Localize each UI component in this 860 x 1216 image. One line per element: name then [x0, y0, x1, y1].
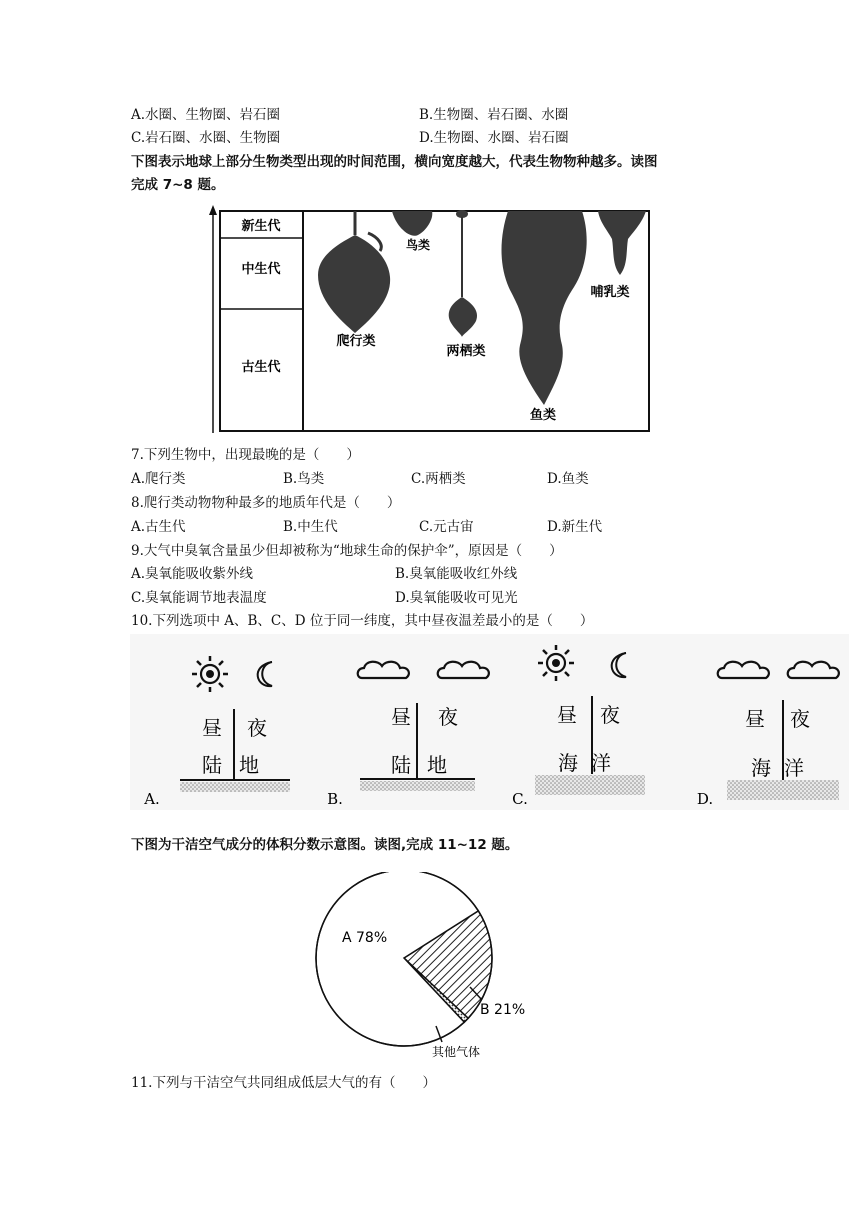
svg-text:夜: 夜 [790, 707, 810, 731]
q7-option-b: B.鸟类 [283, 471, 325, 487]
svg-text:夜: 夜 [600, 703, 620, 727]
svg-text:夜: 夜 [438, 705, 458, 729]
q6-option-d: D.生物圈、水圈、岩石圈 [419, 130, 569, 146]
fish-label: 鱼类 [529, 408, 557, 423]
q6-option-c: C.岩石圈、水圈、生物圈 [131, 130, 281, 146]
svg-text:C.: C. [512, 790, 528, 808]
q8-option-a: A.古生代 [131, 519, 186, 535]
q9-stem: 9.大气中臭氧含量虽少但却被称为“地球生命的保护伞”，原因是（ ） [131, 543, 563, 559]
q7-option-a: A.爬行类 [131, 471, 186, 487]
svg-text:夜: 夜 [247, 716, 267, 740]
pie-label-a: A 78% [342, 930, 388, 946]
intro-11-12: 下图为干洁空气成分的体积分数示意图。读图,完成 11~12 题。 [131, 837, 519, 853]
q8-stem: 8.爬行类动物物种最多的地质年代是（ ） [131, 495, 401, 511]
q10-stem: 10.下列选项中 A、B、C、D 位于同一纬度，其中昼夜温差最小的是（ ） [131, 613, 594, 629]
svg-text:B.: B. [327, 790, 343, 808]
q8-option-d: D.新生代 [547, 519, 603, 535]
intro-7-8-line2: 完成 7~8 题。 [131, 177, 225, 193]
svg-text:洋: 洋 [591, 751, 611, 775]
q7-option-c: C.两栖类 [411, 471, 466, 487]
q9-option-d: D.臭氧能吸收可见光 [395, 590, 518, 606]
svg-text:地: 地 [239, 753, 259, 777]
pie-label-b: B 21% [480, 1002, 526, 1018]
svg-text:昼: 昼 [557, 703, 577, 727]
era-cenozoic: 新生代 [241, 219, 281, 234]
svg-text:A.: A. [144, 790, 160, 808]
svg-text:昼: 昼 [745, 707, 765, 731]
q9-option-a: A.臭氧能吸收紫外线 [131, 566, 254, 582]
svg-text:海: 海 [751, 756, 771, 780]
q7-option-d: D.鱼类 [547, 471, 589, 487]
mammals-shape [598, 211, 646, 275]
birds-shape [392, 211, 432, 236]
svg-text:陆: 陆 [202, 753, 222, 777]
air-composition-pie [310, 872, 550, 1064]
mammals-label: 哺乳类 [590, 285, 630, 300]
evolution-figure [200, 205, 655, 435]
amphibians-label: 两栖类 [446, 344, 486, 359]
fish-shape [502, 211, 587, 405]
q9-option-b: B.臭氧能吸收红外线 [395, 566, 518, 582]
era-paleozoic: 古生代 [241, 360, 281, 375]
q11-stem: 11.下列与干洁空气共同组成低层大气的有（ ） [131, 1075, 436, 1091]
q9-option-c: C.臭氧能调节地表温度 [131, 590, 267, 606]
q6-option-b: B.生物圈、岩石圈、水圈 [419, 107, 569, 123]
svg-text:地: 地 [427, 753, 447, 777]
q6-option-a: A.水圈、生物圈、岩石圈 [131, 107, 281, 123]
intro-7-8-line1: 下图表示地球上部分生物类型出现的时间范围，横向宽度越大，代表生物物种越多。读图 [131, 154, 658, 170]
svg-text:洋: 洋 [784, 756, 804, 780]
svg-text:昼: 昼 [202, 716, 222, 740]
reptiles-shape [318, 211, 390, 333]
era-mesozoic: 中生代 [241, 262, 281, 277]
q8-option-b: B.中生代 [283, 519, 338, 535]
amphibians-shape [449, 210, 477, 337]
svg-text:陆: 陆 [391, 753, 411, 777]
q8-option-c: C.元古宙 [419, 519, 474, 535]
birds-label: 鸟类 [405, 238, 431, 252]
day-night-figure [130, 634, 849, 810]
q7-stem: 7.下列生物中，出现最晚的是（ ） [131, 447, 360, 463]
svg-text:海: 海 [558, 751, 578, 775]
reptiles-label: 爬行类 [336, 334, 376, 349]
pie-label-other: 其他气体 [432, 1045, 481, 1059]
svg-text:昼: 昼 [391, 705, 411, 729]
svg-text:D.: D. [696, 790, 714, 808]
